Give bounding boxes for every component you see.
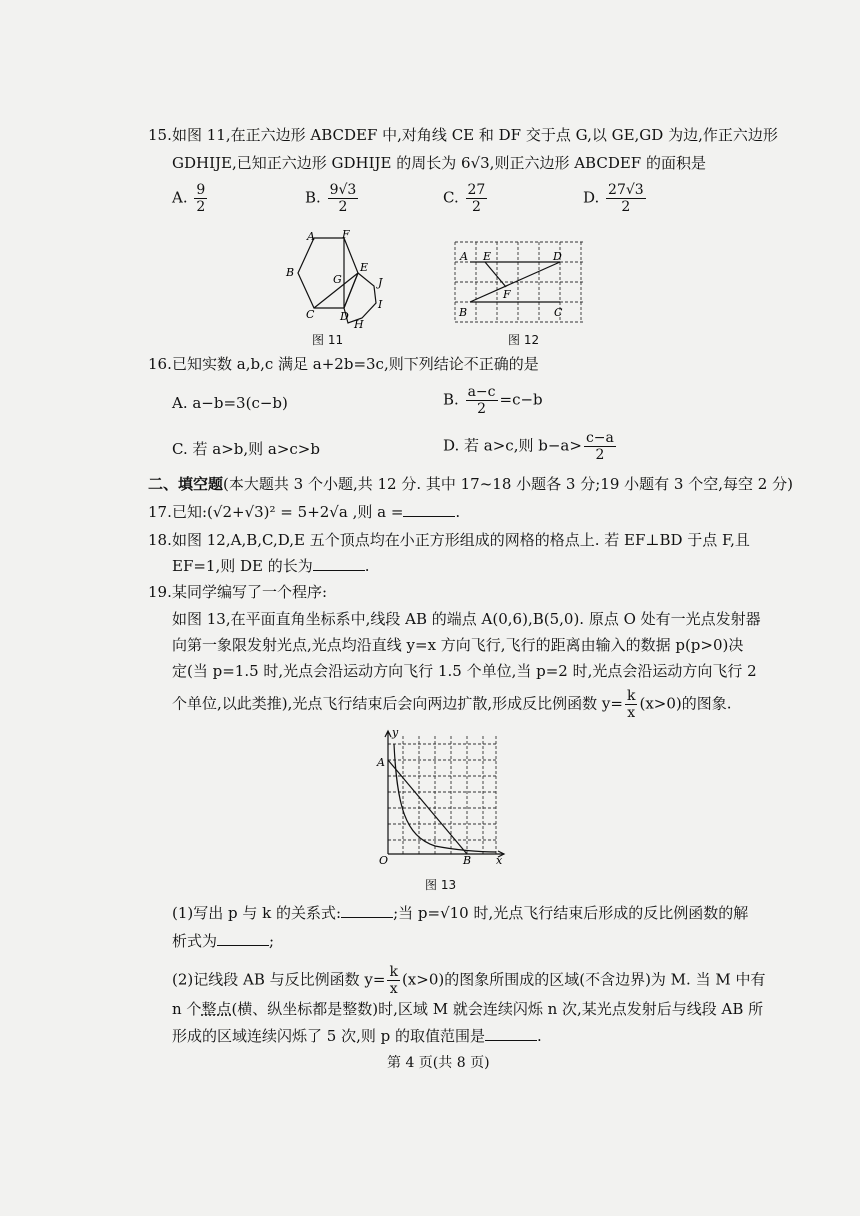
q15-option-d: D. $\frac{27√3}{2}$ bbox=[583, 182, 644, 215]
label-y: y bbox=[392, 726, 399, 739]
q19-sub2-line1: (2)记线段 AB 与反比例函数 y= $\frac{k}{x}$ (x>0)的图象所围成的区域(不含边界)为 M. 当 M 中有 bbox=[172, 964, 766, 997]
label-i: I bbox=[378, 298, 383, 311]
q15-option-a: A. $\frac{9}{2}$ bbox=[172, 182, 206, 215]
label-a: A bbox=[377, 756, 385, 769]
q18-number: 18. bbox=[148, 531, 172, 549]
q18-line2: EF=1,则 DE 的长为 . bbox=[172, 557, 370, 575]
q16-option-d: D. 若 a>c,则 b−a> $\frac{c-a}{2}$ bbox=[443, 430, 614, 463]
q17-number: 17. bbox=[148, 503, 172, 521]
q15-option-c: C. $\frac{27}{2}$ bbox=[443, 182, 486, 215]
label-h: H bbox=[354, 318, 364, 331]
q19-sub2-line2: n 个整点(横、纵坐标都是整数)时,区域 M 就会连续闪烁 n 次,某光点发射后与线段 AB 所 bbox=[172, 1000, 764, 1018]
q19-para1: 如图 13,在平面直角坐标系中,线段 AB 的端点 A(0,6),B(5,0). 原点 O 处有一光点发射器 bbox=[172, 610, 761, 628]
figure-11 bbox=[278, 228, 398, 338]
q19-intro: 某同学编写了一个程序: bbox=[172, 583, 328, 601]
label-o: O bbox=[379, 854, 389, 867]
q17-text: 已知:(√2+√3)² = 5+2√a ,则 a = . bbox=[172, 503, 461, 521]
figure-13-caption: 图 13 bbox=[425, 878, 457, 892]
label-b: B bbox=[459, 306, 468, 319]
q19-para3: 定(当 p=1.5 时,光点会沿运动方向飞行 1.5 个单位,当 p=2 时,光点会沿运动方向飞行 2 bbox=[172, 662, 757, 680]
label-e: E bbox=[483, 250, 492, 263]
segment-ef bbox=[485, 262, 506, 287]
label-a: A bbox=[307, 230, 315, 243]
q15-number: 15. bbox=[148, 126, 172, 144]
label-b: B bbox=[463, 854, 472, 867]
q19-para4: 个单位,以此类推),光点飞行结束后会向两边扩散,形成反比例函数 y= $\frac{k}{x}$ (x>0)的图象. bbox=[172, 688, 732, 721]
page-footer: 第 4 页(共 8 页) bbox=[387, 1055, 490, 1071]
label-c: C bbox=[554, 306, 563, 319]
figure-12-caption: 图 12 bbox=[508, 333, 540, 347]
section-2-heading: 二、填空题(本大题共 3 个小题,共 12 分. 其中 17~18 小题各 3 分;19 小题有 3 个空,每空 2 分) bbox=[148, 475, 793, 493]
q19-para2: 向第一象限发射光点,光点均沿直线 y=x 方向飞行,飞行的距离由输入的数据 p(p>0)决 bbox=[172, 636, 744, 654]
figure-12 bbox=[453, 240, 585, 330]
figure-11-caption: 图 11 bbox=[312, 333, 344, 347]
label-d: D bbox=[340, 310, 349, 323]
q16-option-a: A. a−b=3(c−b) bbox=[172, 394, 288, 412]
label-c: C bbox=[306, 308, 315, 321]
figure-13 bbox=[370, 726, 512, 868]
label-g: G bbox=[333, 273, 342, 286]
label-d: D bbox=[553, 250, 562, 263]
q15-line1: 如图 11,在正六边形 ABCDEF 中,对角线 CE 和 DF 交于点 G,以 GE,GD 为边,作正六边形 bbox=[172, 126, 778, 144]
label-f: F bbox=[503, 288, 511, 301]
q19-sub1-line1: (1)写出 p 与 k 的关系式: ;当 p=√10 时,光点飞行结束后形成的反比例函数的解 bbox=[172, 904, 749, 922]
q19-sub2-line3: 形成的区域连续闪烁了 5 次,则 p 的取值范围是 . bbox=[172, 1027, 542, 1045]
q19-number: 19. bbox=[148, 583, 172, 601]
label-e: E bbox=[360, 261, 369, 274]
q16-text: 已知实数 a,b,c 满足 a+2b=3c,则下列结论不正确的是 bbox=[172, 355, 539, 373]
q19-sub1-line2: 析式为 ; bbox=[172, 932, 275, 950]
q15-option-b: B. $\frac{9√3}{2}$ bbox=[305, 182, 357, 215]
label-a: A bbox=[460, 250, 468, 263]
label-b: B bbox=[286, 266, 295, 279]
q18-line1: 如图 12,A,B,C,D,E 五个顶点均在小正方形组成的网格的格点上. 若 EF⊥BD 于点 F,且 bbox=[172, 531, 750, 549]
q16-option-b: B. $\frac{a-c}{2}$ =c−b bbox=[443, 384, 543, 417]
label-x: x bbox=[496, 854, 503, 867]
label-f: F bbox=[342, 228, 350, 241]
label-j: J bbox=[378, 276, 383, 289]
q16-number: 16. bbox=[148, 355, 172, 373]
q15-line2: GDHIJE,已知正六边形 GDHIJE 的周长为 6√3,则正六边形 ABCDEF 的面积是 bbox=[172, 154, 706, 172]
q16-option-c: C. 若 a>b,则 a>c>b bbox=[172, 440, 320, 458]
